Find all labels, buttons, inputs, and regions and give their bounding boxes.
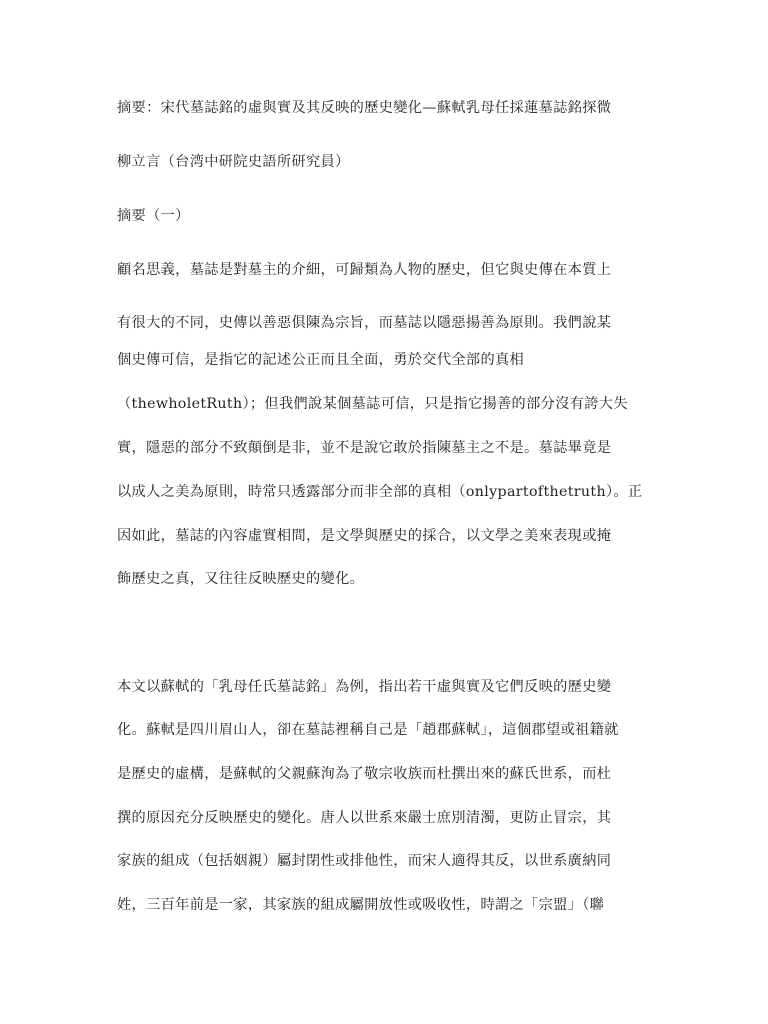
paragraph-line: 因如此，墓誌的內容虛實相間，是文學與歷史的採合，以文學之美來表現或掩	[117, 528, 612, 544]
paragraph-line: 撰的原因充分反映歷史的變化。唐人以世系來嚴士庶別清濁，更防止冒宗，其	[117, 810, 612, 826]
paragraph-line: 家族的組成（包括姻親）屬封閉性或排他性，而宋人適得其反，以世系廣納同	[117, 853, 612, 869]
paragraph-line: 實，隱惡的部分不致顛倒是非，並不是說它敢於指陳墓主之不是。墓誌畢竟是	[117, 440, 612, 456]
paragraph-line: 顧名思義，墓誌是對墓主的介細，可歸類為人物的歷史，但它與史傳在本質上	[117, 262, 612, 278]
author-line: 柳立言（台湾中研院史語所研究員）	[117, 154, 350, 170]
paragraph-line: 是歷史的虛構，是蘇軾的父親蘇洵為了敬宗收族而杜撰出來的蘇氏世系，而杜	[117, 766, 612, 782]
paragraph-line: 以成人之美為原則，時常只透露部分而非全部的真相（onlypartofthetruth）。正	[117, 484, 643, 500]
section-heading: 摘要（一）	[117, 208, 190, 224]
paragraph-line: 化。蘇軾是四川眉山人，卻在墓誌裡稱自己是「趙郡蘇軾」，這個郡望或祖籍就	[117, 722, 619, 738]
paragraph-line: （thewholetRuth）；但我們說某個墓誌可信，只是指它揚善的部分沒有誇大失	[117, 396, 628, 412]
paragraph-line: 飾歷史之真，又往往反映歷史的變化。	[117, 571, 365, 587]
paragraph-line: 個史傳可信，是指它的記述公正而且全面，勇於交代全部的真相	[117, 352, 525, 368]
paragraph-line: 本文以蘇軾的「乳母任氏墓誌銘」為例，指出若干虛與實及它們反映的歷史變	[117, 679, 612, 695]
paragraph-line: 姓，三百年前是一家，其家族的組成屬開放性或吸收性，時謂之「宗盟」（聯	[117, 897, 605, 913]
document-title: 摘要：宋代墓誌銘的虛與實及其反映的歷史變化—蘇軾乳母任採蓮墓誌銘探微	[117, 100, 612, 116]
paragraph-line: 有很大的不同，史傳以善惡俱陳為宗旨，而墓誌以隱惡揚善為原則。我們說某	[117, 315, 612, 331]
